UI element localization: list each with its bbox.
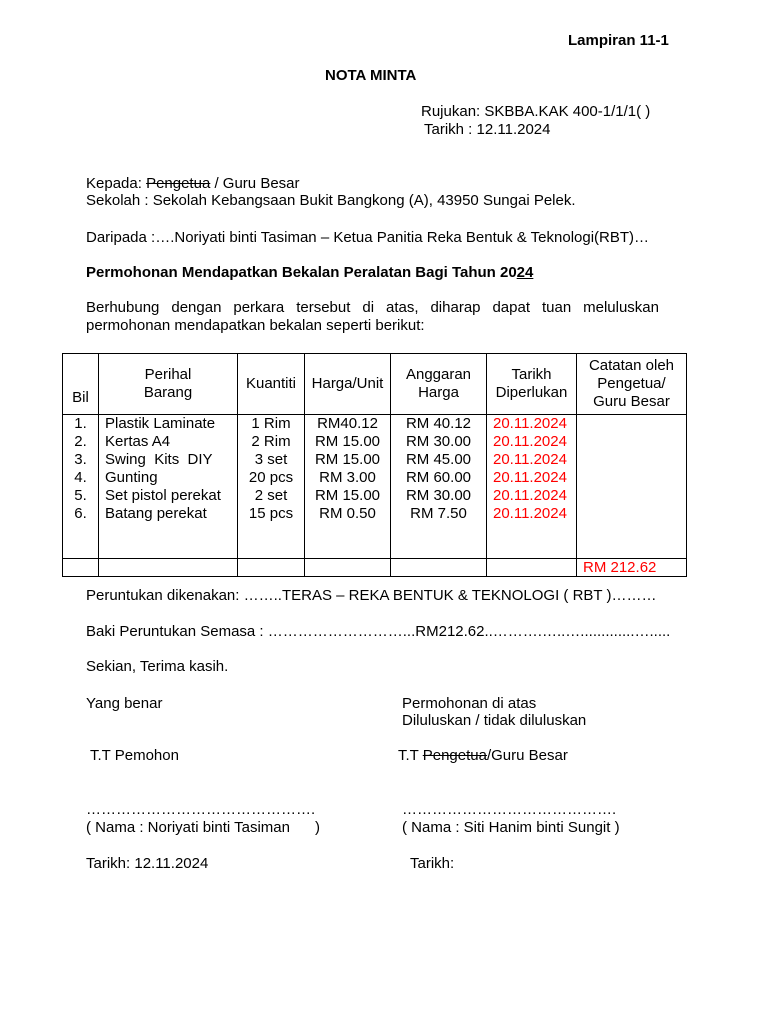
row-estimate: RM 30.00	[405, 487, 472, 504]
date-column	[487, 415, 577, 559]
row-unit-price: RM 15.00	[314, 487, 381, 504]
bil-column	[63, 415, 99, 559]
total-empty-cell	[99, 559, 238, 577]
appendix-label: Lampiran 11-1	[568, 32, 669, 49]
header-tarikh-line1: Tarikh	[511, 366, 552, 383]
row-unit-price: RM 15.00	[314, 433, 381, 450]
unit-price-column	[305, 415, 391, 559]
row-item: Swing Kits DIY	[105, 451, 213, 468]
row-item: Plastik Laminate	[105, 415, 216, 432]
row-quantity: 3 set	[254, 451, 288, 468]
item-column	[99, 415, 238, 559]
row-estimate: RM 30.00	[405, 433, 472, 450]
row-quantity: 2 Rim	[251, 433, 291, 450]
total-empty-cell	[63, 559, 99, 577]
row-bil: 3.	[74, 451, 87, 468]
row-estimate: RM 45.00	[405, 451, 472, 468]
row-quantity: 1 Rim	[251, 415, 291, 432]
grand-total: RM 212.62	[577, 559, 687, 577]
header-date: Tarikh : 12.11.2024	[424, 121, 551, 138]
table-items-row	[63, 415, 687, 559]
row-bil: 4.	[74, 469, 87, 486]
total-empty-cell	[391, 559, 487, 577]
header-catatan-line2: Pengetua/	[597, 375, 666, 392]
row-item: Batang perekat	[105, 505, 207, 522]
allocation-line: Peruntukan dikenakan: ……..TERAS – REKA BENTUK & TEKNOLOGI ( RBT )………	[86, 587, 657, 604]
quantity-column	[238, 415, 305, 559]
total-empty-cell	[305, 559, 391, 577]
subject-main: Permohonan Mendapatkan Bekalan Peralatan Bagi Tahun 20	[86, 264, 517, 281]
approver-date: Tarikh:	[410, 855, 455, 872]
approver-name: ( Nama : Siti Hanim binti Sungit )	[402, 819, 620, 836]
row-estimate: RM 60.00	[405, 469, 472, 486]
request-table	[62, 353, 687, 577]
recipient-line	[86, 175, 300, 193]
row-quantity: 15 pcs	[248, 505, 294, 522]
row-quantity: 20 pcs	[248, 469, 294, 486]
row-item: Kertas A4	[105, 433, 171, 450]
row-bil: 5.	[74, 487, 87, 504]
applicant-name: ( Nama : Noriyati binti Tasiman )	[86, 819, 320, 836]
row-estimate: RM 7.50	[410, 505, 467, 522]
approval-line2: Diluluskan / tidak diluluskan	[402, 712, 587, 729]
closing-line: Sekian, Terima kasih.	[86, 658, 229, 675]
table-header-row	[63, 354, 687, 415]
row-date: 20.11.2024	[493, 487, 567, 504]
header-tarikh-line2: Diperlukan	[495, 384, 568, 401]
row-bil: 2.	[74, 433, 87, 450]
approver-tt-prefix: T.T	[398, 747, 423, 764]
balance-line: Baki Peruntukan Semasa : ………………………...RM212.62..……….…..….............….....	[86, 623, 671, 640]
header-anggaran-line2: Harga	[418, 384, 459, 401]
row-bil: 6.	[74, 505, 87, 522]
header-catatan-line1: Catatan oleh	[588, 357, 675, 374]
header-harga-unit: Harga/Unit	[305, 354, 391, 415]
row-date: 20.11.2024	[493, 433, 567, 450]
row-unit-price: RM 0.50	[319, 505, 376, 522]
approver-title: /Guru Besar	[486, 747, 568, 764]
applicant-signature-line: ……………………………………….	[86, 801, 316, 818]
applicant-signature-label: T.T Pemohon	[90, 747, 179, 764]
row-date: 20.11.2024	[493, 451, 567, 468]
header-bil: Bil	[63, 354, 99, 415]
approver-signature-label	[398, 747, 568, 765]
header-perihal	[99, 354, 238, 415]
row-unit-price: RM40.12	[317, 415, 378, 432]
row-item: Gunting	[105, 469, 158, 486]
row-unit-price: RM 3.00	[319, 469, 376, 486]
approver-struck-title: Pengetua	[422, 747, 487, 764]
row-date: 20.11.2024	[493, 415, 567, 432]
subject-year-suffix: 24	[516, 264, 534, 281]
applicant-date: Tarikh: 12.11.2024	[86, 855, 209, 872]
remarks-column	[577, 415, 687, 559]
header-tarikh	[487, 354, 577, 415]
header-perihal-line2: Barang	[143, 384, 193, 401]
row-date: 20.11.2024	[493, 469, 567, 486]
estimate-column	[391, 415, 487, 559]
page-title: NOTA MINTA	[325, 67, 417, 84]
total-empty-cell	[487, 559, 577, 577]
approver-signature-line: …………………………………….	[402, 801, 617, 818]
table-total-row	[63, 559, 687, 577]
row-quantity: 2 set	[254, 487, 288, 504]
sender-line: Daripada :….Noriyati binti Tasiman – Ketua Panitia Reka Bentuk & Teknologi(RBT)…	[86, 229, 650, 246]
header-catatan-line3: Guru Besar	[593, 393, 670, 410]
intro-paragraph: Berhubung dengan perkara tersebut di atas, diharap dapat tuan meluluskan permohonan mendapatkan bekalan seperti berikut:	[86, 299, 659, 334]
total-empty-cell	[238, 559, 305, 577]
header-perihal-line1: Perihal	[144, 366, 192, 383]
recipient-struck-title: Pengetua	[146, 175, 211, 192]
header-catatan	[577, 354, 687, 415]
row-item: Set pistol perekat	[105, 487, 221, 504]
row-date: 20.11.2024	[493, 505, 567, 522]
recipient-label: Kepada:	[86, 175, 147, 192]
header-anggaran	[391, 354, 487, 415]
sincerely-label: Yang benar	[86, 695, 163, 712]
subject-heading	[86, 264, 533, 282]
header-kuantiti: Kuantiti	[238, 354, 305, 415]
row-estimate: RM 40.12	[405, 415, 472, 432]
recipient-title: / Guru Besar	[210, 175, 300, 192]
school-line: Sekolah : Sekolah Kebangsaan Bukit Bangkong (A), 43950 Sungai Pelek.	[86, 192, 576, 209]
row-bil: 1.	[74, 415, 87, 432]
row-unit-price: RM 15.00	[314, 451, 381, 468]
header-anggaran-line1: Anggaran	[405, 366, 472, 383]
reference-number: Rujukan: SKBBA.KAK 400-1/1/1( )	[421, 103, 651, 120]
approval-line1: Permohonan di atas	[402, 695, 537, 712]
